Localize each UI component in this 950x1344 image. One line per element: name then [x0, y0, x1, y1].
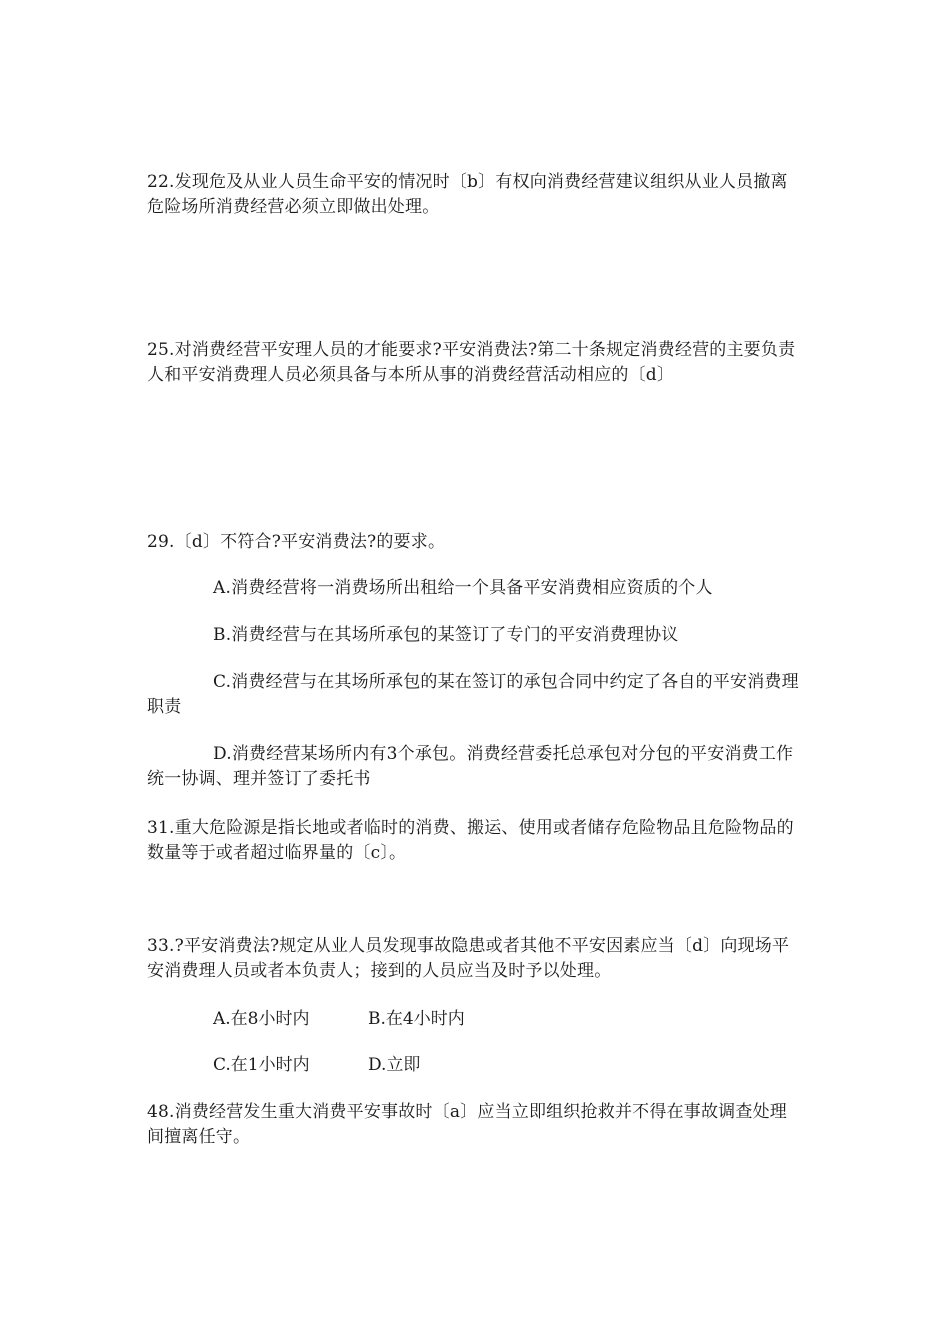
question-31: 31.重大危险源是指长地或者临时的消费、搬运、使用或者储存危险物品且危险物品的数量等于或者超过临界量的〔c〕。 [147, 818, 794, 863]
question-25: 25.对消费经营平安理人员的才能要求?平安消费法?第二十条规定消费经营的主要负责人和平安消费理人员必须具备与本所从事的消费经营活动相应的〔d〕 [147, 340, 796, 385]
question-29-option-d: D.消费经营某场所内有3个承包。消费经营委托总承包对分包的平安消费工作统一协调、理并签订了委托书 [147, 744, 794, 789]
question-29-option-c: C.消费经营与在其场所承包的某在签订的承包合同中约定了各自的平安消费理职责 [147, 672, 799, 717]
question-33-option-c: C.在1小时内 [213, 1055, 310, 1075]
question-22: 22.发现危及从业人员生命平安的情况时〔b〕有权向消费经营建议组织从业人员撤离危险场所消费经营必须立即做出处理。 [147, 172, 788, 217]
question-48: 48.消费经营发生重大消费平安事故时〔a〕应当立即组织抢救并不得在事故调查处理间擅离任守。 [147, 1102, 787, 1147]
question-33-stem: 33.?平安消费法?规定从业人员发现事故隐患或者其他不平安因素应当〔d〕向现场平安消费理人员或者本负责人；接到的人员应当及时予以处理。 [147, 936, 790, 981]
question-33-options-row-2 [213, 1053, 420, 1078]
question-33-option-a: A.在8小时内 [213, 1009, 310, 1029]
question-33-option-b: B.在4小时内 [368, 1009, 465, 1029]
question-33-options-row-1 [213, 1007, 465, 1032]
question-29-option-a: A.消费经营将一消费场所出租给一个具备平安消费相应资质的个人 [213, 578, 713, 598]
question-29-stem: 29.〔d〕不符合?平安消费法?的要求。 [147, 532, 446, 552]
question-29-option-b: B.消费经营与在其场所承包的某签订了专门的平安消费理协议 [213, 625, 679, 645]
question-33-option-d: D.立即 [368, 1055, 421, 1075]
